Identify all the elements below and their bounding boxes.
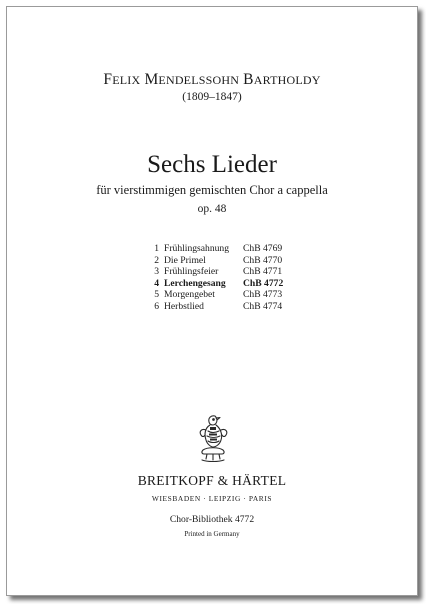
song-title: Herbstlied — [164, 300, 204, 312]
song-title: Frühlingsfeier — [164, 266, 219, 278]
song-title: Frühlingsahnung — [164, 243, 230, 254]
publisher-emblem-icon — [195, 412, 231, 464]
printed-in: Printed in Germany — [184, 530, 240, 538]
opus-number: op. 48 — [197, 203, 227, 215]
song-catalog-number: ChB 4771 — [243, 266, 283, 278]
song-number: 3 — [154, 266, 159, 278]
composer-dates: (1809–1847) — [182, 91, 242, 103]
song-catalog-number: ChB 4772 — [243, 277, 284, 289]
song-catalog-number: ChB 4774 — [243, 300, 283, 312]
song-title: Die Primel — [164, 254, 206, 266]
cover-page — [6, 6, 418, 596]
work-subtitle: für vierstimmigen gemischten Chor a cappella — [96, 183, 328, 197]
work-title: Sechs Lieder — [147, 151, 277, 178]
song-title: Morgengebet — [164, 289, 215, 301]
song-number: 5 — [154, 289, 159, 301]
song-number: 2 — [154, 254, 159, 266]
publisher-cities: WIESBADEN · LEIPZIG · PARIS — [151, 494, 273, 503]
song-number: 1 — [154, 243, 159, 254]
song-number: 4 — [154, 277, 159, 289]
song-title: Lerchengesang — [164, 277, 226, 289]
publisher-name: BREITKOPF & HÄRTEL — [137, 473, 287, 488]
song-catalog-number: ChB 4770 — [243, 254, 283, 266]
composer-name: FELIX MENDELSSOHN BARTHOLDY — [103, 71, 321, 88]
song-number: 6 — [154, 300, 159, 312]
series-number: Chor-Bibliothek 4772 — [169, 514, 255, 525]
song-catalog-number: ChB 4769 — [243, 243, 283, 254]
song-catalog-number: ChB 4773 — [243, 289, 283, 301]
